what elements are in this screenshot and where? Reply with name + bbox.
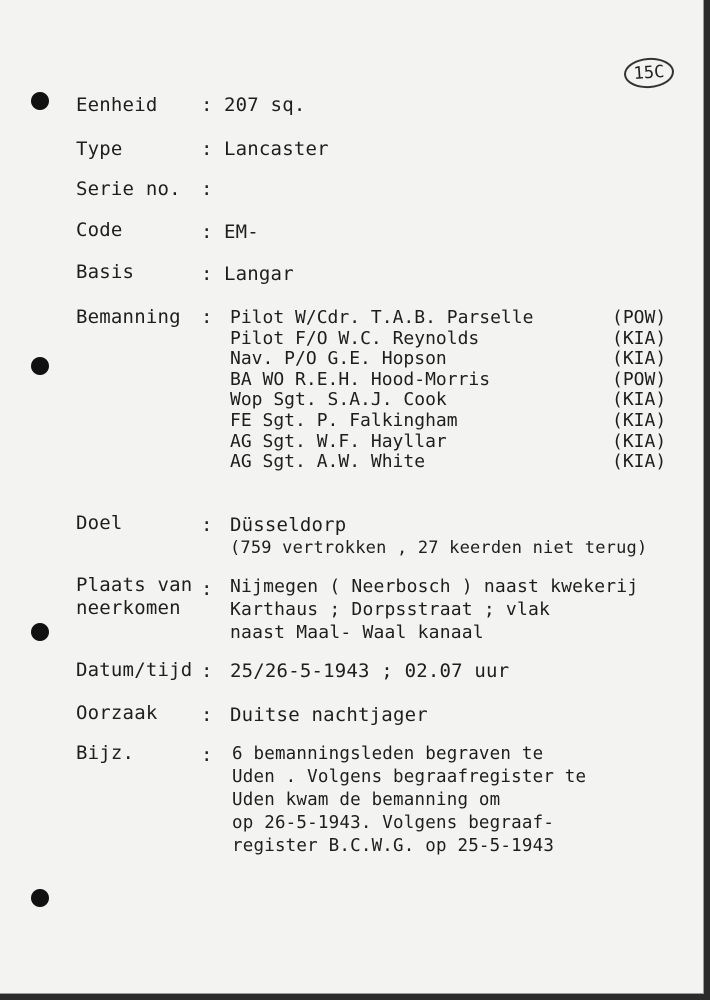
crew-name: W.C. Reynolds [338, 328, 480, 349]
bijz-value [232, 743, 586, 858]
plaats-label [76, 574, 192, 620]
doel-label: Doel [76, 512, 123, 534]
crew-status: (KIA) [612, 451, 667, 472]
colon: : [201, 263, 213, 285]
crew-status: (POW) [612, 369, 667, 390]
bijz-line: 6 bemanningsleden begraven te [232, 744, 544, 764]
serie-label: Serie no. [76, 178, 181, 200]
plaats-line: naast Maal- Waal kanaal [230, 622, 484, 643]
colon: : [201, 94, 213, 116]
crew-role: AG Sgt. [230, 451, 306, 472]
crew-member [230, 389, 447, 410]
oorzaak-label: Oorzaak [76, 702, 158, 724]
datum-value: 25/26-5-1943 ; 02.07 uur [230, 660, 510, 682]
type-value: Lancaster [224, 138, 329, 160]
crew-member [230, 410, 458, 431]
crew-status: (KIA) [612, 348, 667, 369]
crew-status: (POW) [612, 307, 667, 328]
eenheid-value: 207 sq. [224, 94, 306, 116]
crew-role: FE Sgt. [230, 410, 306, 431]
doel-line: Düsseldorp [230, 514, 347, 536]
crew-status: (KIA) [612, 328, 667, 349]
crew-name: A.W. White [316, 451, 426, 472]
type-label: Type [76, 138, 123, 160]
oorzaak-value: Duitse nachtjager [230, 704, 428, 726]
page-number: 15C [623, 56, 675, 89]
punch-hole [31, 889, 49, 907]
crew-member [230, 451, 425, 472]
crew-member [230, 348, 447, 369]
bijz-line: Uden kwam de bemanning om [232, 790, 501, 810]
eenheid-label: Eenheid [76, 94, 158, 116]
punch-hole [31, 623, 49, 641]
crew-role: Wop Sgt. [230, 389, 317, 410]
doel-line: (759 vertrokken , 27 keerden niet terug) [230, 538, 648, 558]
crew-member [230, 328, 479, 349]
plaats-label-line: Plaats van [76, 574, 193, 596]
crew-name: S.A.J. Cook [327, 389, 447, 410]
code-label: Code [76, 219, 123, 241]
crew-name: T.A.B. Parselle [370, 307, 534, 328]
punch-hole [31, 357, 49, 375]
code-value: EM- [224, 221, 259, 243]
colon: : [201, 221, 213, 243]
colon: : [201, 138, 213, 160]
crew-member [230, 307, 533, 328]
bijz-line: Uden . Volgens begraafregister te [232, 767, 587, 787]
colon: : [201, 514, 213, 536]
plaats-label-line: neerkomen [76, 597, 181, 619]
colon: : [201, 704, 213, 726]
crew-member [230, 369, 490, 390]
colon: : [201, 660, 213, 682]
crew-status: (KIA) [612, 389, 667, 410]
crew-role: Pilot W/Cdr. [230, 307, 361, 328]
bijz-line: register B.C.W.G. op 25-5-1943 [232, 836, 555, 856]
punch-hole [31, 92, 49, 110]
basis-value: Langar [224, 263, 294, 285]
plaats-value [230, 575, 638, 644]
crew-role: AG Sgt. [230, 431, 306, 452]
bijz-line: op 26-5-1943. Volgens begraaf- [232, 813, 555, 833]
colon: : [201, 578, 213, 600]
basis-label: Basis [76, 261, 135, 283]
plaats-line: Karthaus ; Dorpsstraat ; vlak [230, 599, 551, 620]
crew-name: R.E.H. Hood-Morris [295, 369, 491, 390]
crew-name: W.F. Hayllar [316, 431, 447, 452]
crew-name: G.E. Hopson [327, 348, 447, 369]
crew-role: Nav. P/O [230, 348, 317, 369]
crew-role: Pilot F/O [230, 328, 328, 349]
crew-status: (KIA) [612, 431, 667, 452]
plaats-line: Nijmegen ( Neerbosch ) naast kwekerij [230, 576, 639, 597]
crew-member [230, 431, 447, 452]
crew-role: BA WO [230, 369, 285, 390]
bemanning-label: Bemanning [76, 306, 181, 328]
bijz-label: Bijz. [76, 742, 135, 764]
colon: : [201, 306, 213, 328]
crew-name: P. Falkingham [316, 410, 458, 431]
colon: : [201, 744, 213, 766]
crew-status: (KIA) [612, 410, 667, 431]
datum-label: Datum/tijd [76, 659, 193, 681]
colon: : [201, 178, 213, 200]
